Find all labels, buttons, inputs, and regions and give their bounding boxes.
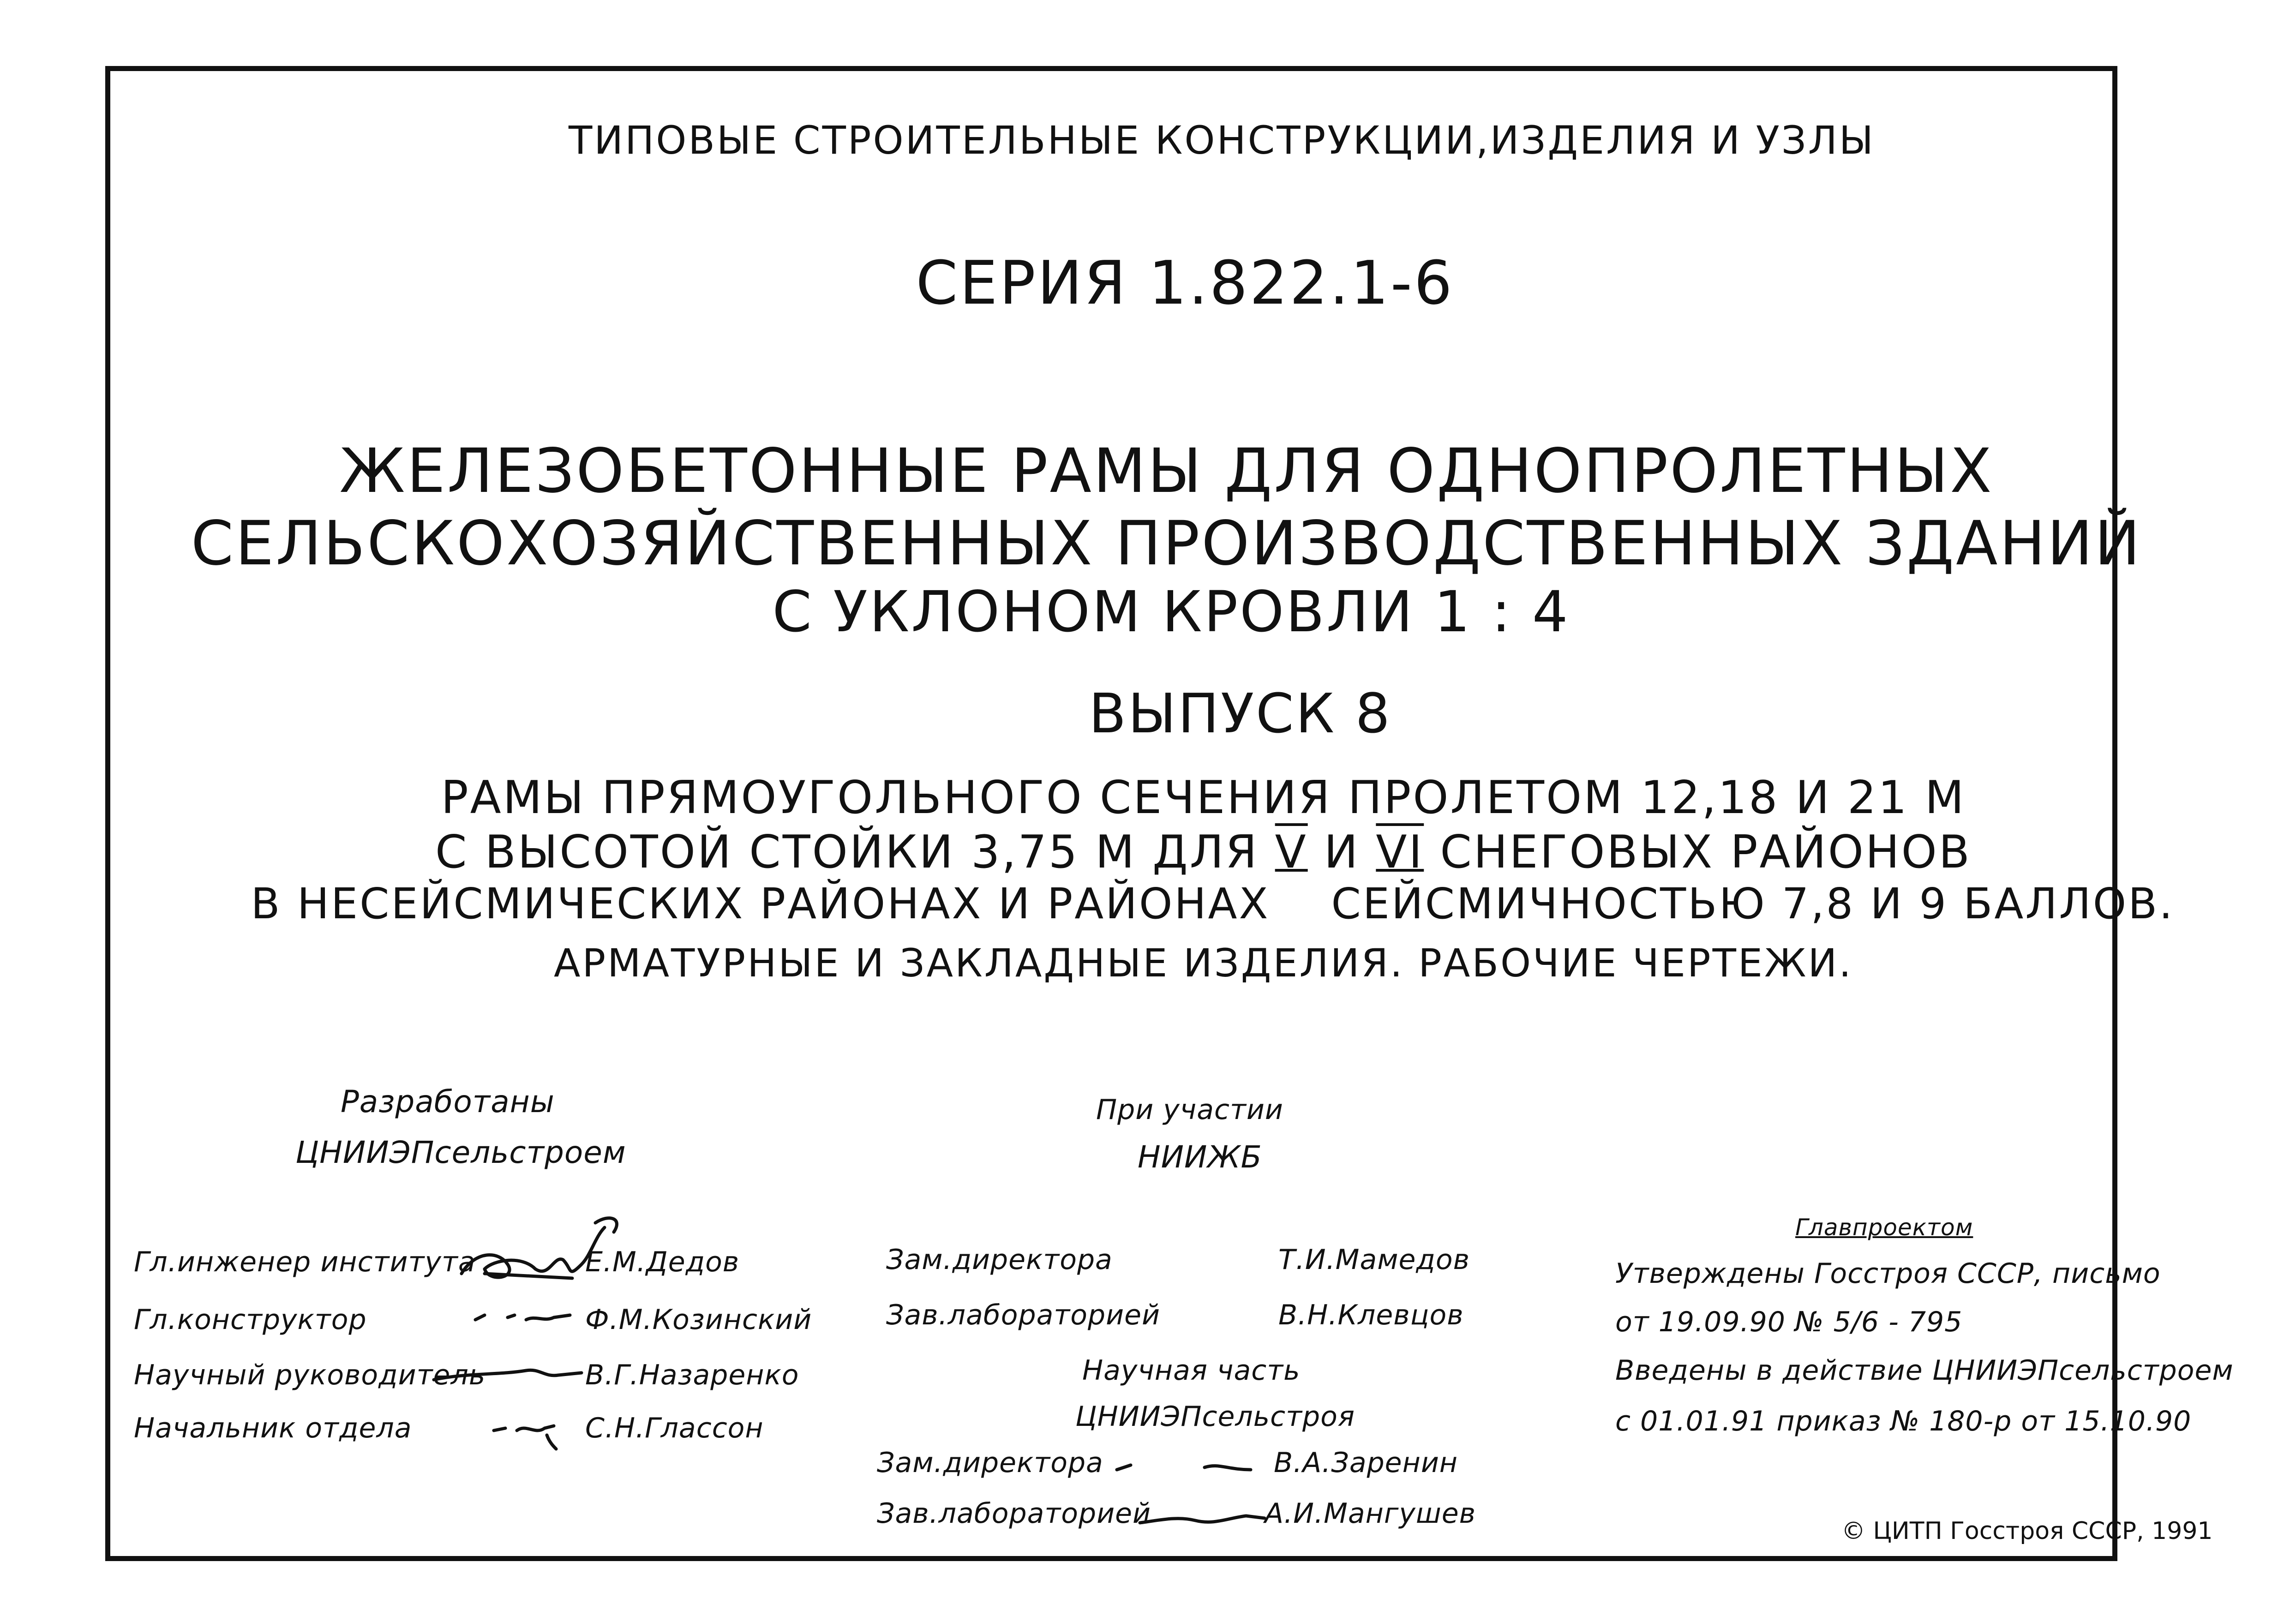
approval-line-3: Введены в действие ЦНИИЭПсельстроем — [1615, 1354, 2234, 1387]
science-label: Научная часть — [1082, 1354, 1301, 1387]
description-line-2-start: С ВЫСОТОЙ СТОЙКИ 3,75 М ДЛЯ — [435, 826, 1275, 879]
approval-line-1: Утверждены Госстроя СССР, письмо — [1615, 1257, 2161, 1290]
description-line-2-middle: И — [1307, 826, 1376, 879]
approval-authority: Главпроектом — [1795, 1214, 1973, 1241]
handwritten-signature — [489, 1410, 577, 1451]
signature-role: Зам.директора — [877, 1447, 1103, 1479]
signature-role: Гл.инженер института — [134, 1246, 476, 1278]
snow-region-vi: VI — [1376, 826, 1424, 879]
description-line-1: РАМЫ ПРЯМОУГОЛЬНОГО СЕЧЕНИЯ ПРОЛЕТОМ 12,18 И 21 М — [441, 772, 1966, 824]
signature-role: Гл.конструктор — [134, 1304, 367, 1336]
handwritten-signature — [457, 1209, 632, 1301]
signature-name: В.Г.Назаренко — [585, 1359, 799, 1391]
signature-name: Ф.М.Козинский — [585, 1304, 812, 1336]
participation-org: НИИЖБ — [1138, 1139, 1262, 1175]
description-line-2 — [55, 826, 2296, 879]
signature-role: Зав.лабораторией — [877, 1497, 1151, 1530]
developed-by-org: ЦНИИЭПсельстроем — [295, 1135, 626, 1170]
signature-name: В.Н.Клевцов — [1278, 1299, 1464, 1331]
approval-line-4: с 01.01.91 приказ № 180-р от 15.10.90 — [1615, 1405, 2192, 1437]
handwritten-signature — [1135, 1500, 1274, 1532]
signature-role: Научный руководитель — [134, 1359, 486, 1391]
description-line-4: АРМАТУРНЫЕ И ЗАКЛАДНЫЕ ИЗДЕЛИЯ. РАБОЧИЕ ЧЕРТЕЖИ. — [554, 940, 1853, 986]
handwritten-signature — [1112, 1449, 1260, 1481]
publication-header: ТИПОВЫЕ СТРОИТЕЛЬНЫЕ КОНСТРУКЦИИ,ИЗДЕЛИЯ И УЗЛЫ — [568, 118, 1875, 163]
handwritten-signature — [429, 1354, 586, 1391]
approval-line-2: от 19.09.90 № 5/6 - 795 — [1615, 1306, 1963, 1338]
document-title-line-2: СЕЛЬСКОХОЗЯЙСТВЕННЫХ ПРОИЗВОДСТВЕННЫХ ЗДАНИЙ — [191, 508, 2142, 579]
series-number: СЕРИЯ 1.822.1-6 — [916, 248, 1454, 318]
description-line-2-end: СНЕГОВЫХ РАЙОНОВ — [1424, 826, 1972, 879]
signature-name: Е.М.Дедов — [585, 1246, 740, 1278]
handwritten-signature — [471, 1301, 577, 1334]
issue-number: ВЫПУСК 8 — [1089, 682, 1392, 745]
copyright-notice: © ЦИТП Госстроя СССР, 1991 — [1841, 1517, 2213, 1545]
description-line-3: В НЕСЕЙСМИЧЕСКИХ РАЙОНАХ И РАЙОНАХ СЕЙСМИЧНОСТЬЮ 7,8 И 9 БАЛЛОВ. — [251, 879, 2175, 928]
document-title-line-1: ЖЕЛЕЗОБЕТОННЫЕ РАМЫ ДЛЯ ОДНОПРОЛЕТНЫХ — [339, 436, 1994, 507]
signature-name: Т.И.Мамедов — [1278, 1244, 1470, 1276]
science-org: ЦНИИЭПсельстроя — [1075, 1400, 1355, 1433]
participation-label: При участии — [1096, 1094, 1283, 1126]
signature-role: Зав.лабораторией — [886, 1299, 1160, 1331]
signature-name: В.А.Заренин — [1274, 1447, 1458, 1479]
developed-by-label: Разработаны — [341, 1084, 555, 1119]
signature-name: С.Н.Глассон — [585, 1412, 764, 1444]
signature-role: Зам.директора — [886, 1244, 1113, 1276]
signature-role: Начальник отдела — [134, 1412, 412, 1444]
snow-region-v: V — [1275, 826, 1308, 879]
document-title-line-3: С УКЛОНОМ КРОВЛИ 1 : 4 — [772, 579, 1570, 645]
signature-name: А.И.Мангушев — [1265, 1497, 1476, 1530]
